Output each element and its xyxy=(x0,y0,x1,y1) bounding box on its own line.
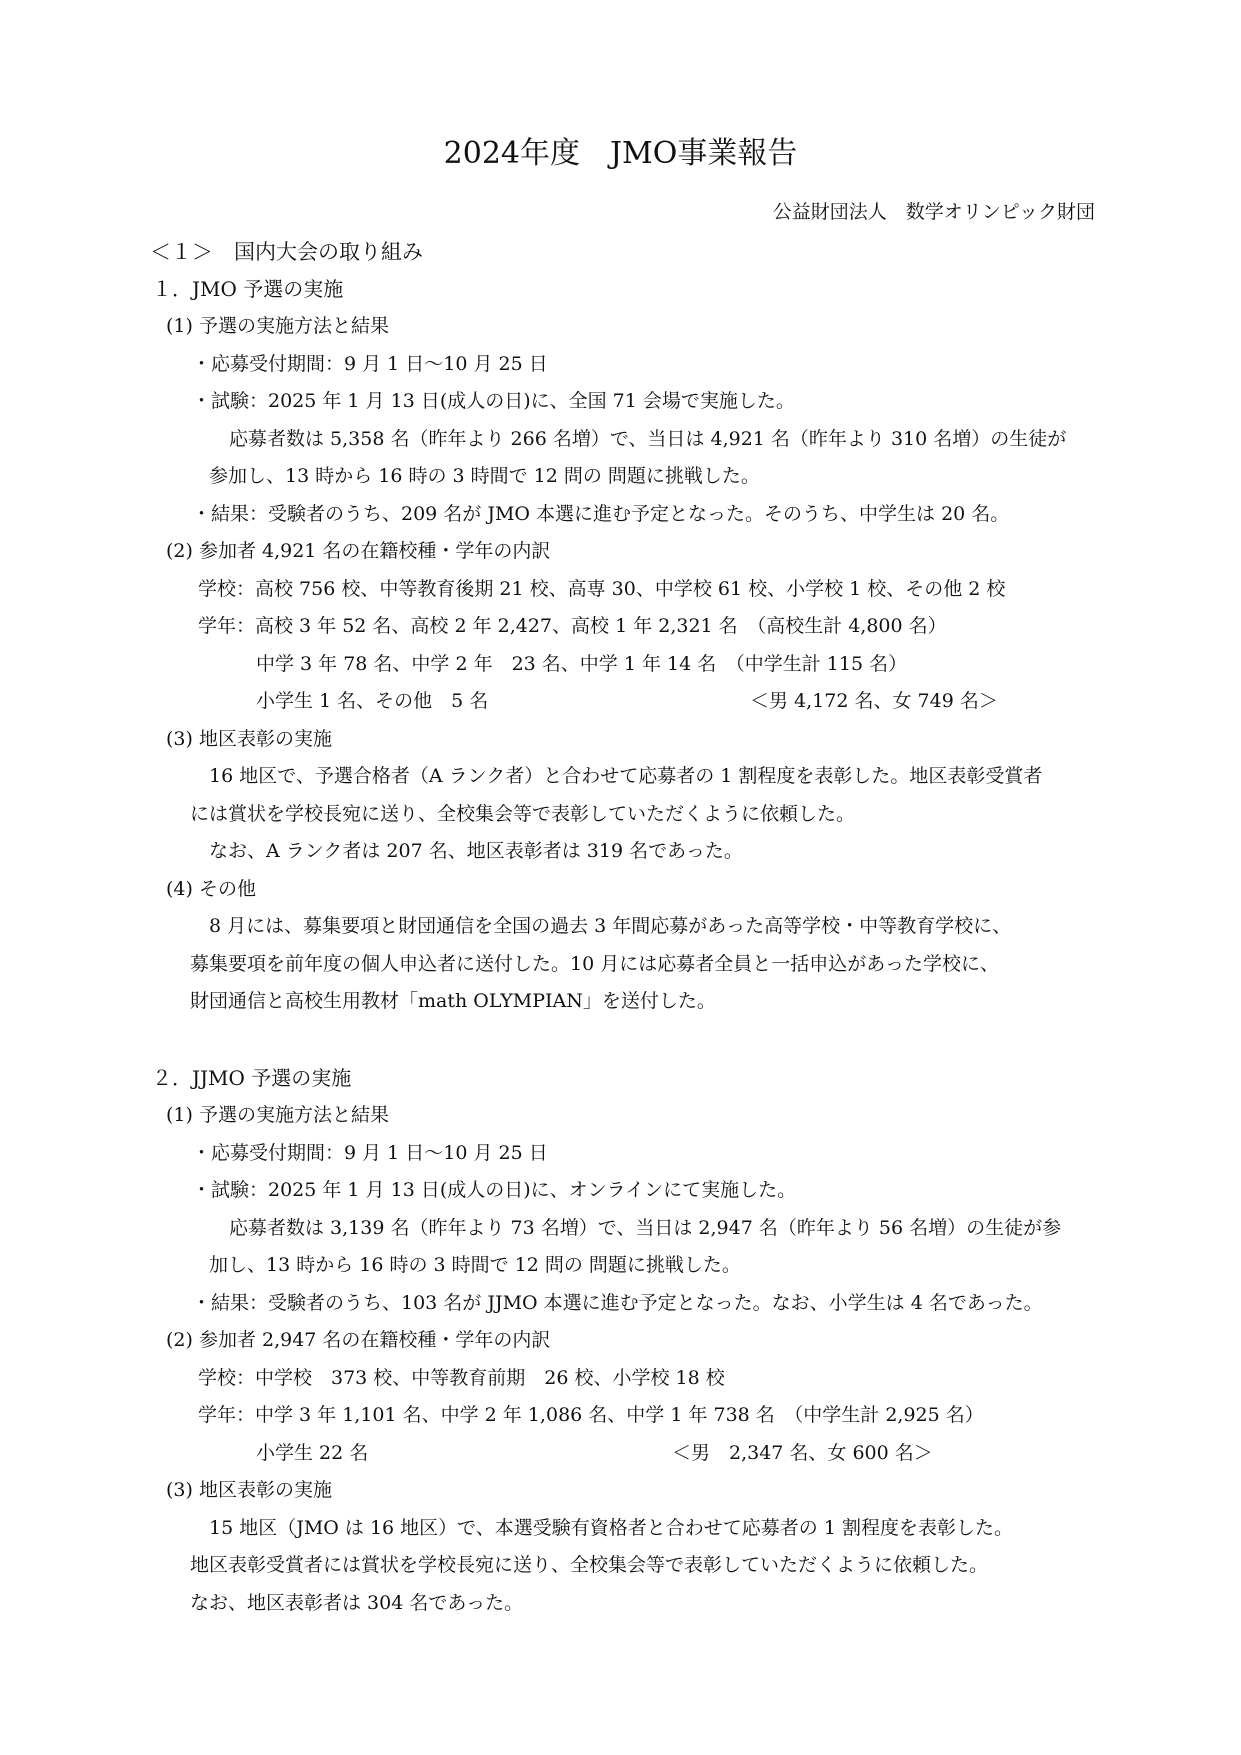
section-2-heading: ２．JJMO 予選の実施 xyxy=(152,1066,352,1090)
s1-gender-breakdown: ＜男 4,172 名、女 749 名＞ xyxy=(750,690,998,712)
s2-award-line-1: 15 地区（JMO は 16 地区）で、本選受験有資格者と合わせて応募者の 1 割程度を表彰した。 xyxy=(209,1517,1013,1539)
s1-award-line-3: なお、A ランク者は 207 名、地区表彰者は 319 名であった。 xyxy=(209,840,743,862)
s2-applicants-line-2: 加し、13 時から 16 時の 3 時間で 12 問の 問題に挑戦した。 xyxy=(209,1254,741,1276)
s2-award-line-3: なお、地区表彰者は 304 名であった。 xyxy=(190,1592,524,1614)
s1-subsection-4-heading: (4) その他 xyxy=(166,878,256,900)
chapter-heading: ＜１＞ 国内大会の取り組み xyxy=(150,240,423,264)
s1-award-line-2: には賞状を学校長宛に送り、全校集会等で表彰していただくように依頼した。 xyxy=(190,803,856,825)
s2-applicants-line-1: 応募者数は 3,139 名（昨年より 73 名増）で、当日は 2,947 名（昨年より 56 名増）の生徒が参 xyxy=(229,1217,1062,1239)
s1-grade-breakdown-1: 学年：高校 3 年 52 名、高校 2 年 2,427、高校 1 年 2,321 名 （高校生計 4,800 名） xyxy=(198,615,947,637)
s2-grade-breakdown-2: 小学生 22 名 xyxy=(256,1442,369,1464)
s1-subsection-3-heading: (3) 地区表彰の実施 xyxy=(166,728,332,750)
s1-school-breakdown: 学校：高校 756 校、中等教育後期 21 校、高専 30、中学校 61 校、小学校 1 校、その他 2 校 xyxy=(198,578,1006,600)
s1-application-period: ・応募受付期間：9 月 1 日～10 月 25 日 xyxy=(192,353,548,375)
s2-exam-date: ・試験：2025 年 1 月 13 日(成人の日)に、オンラインにて実施した。 xyxy=(192,1179,797,1201)
s2-application-period: ・応募受付期間：9 月 1 日～10 月 25 日 xyxy=(192,1142,548,1164)
s1-applicants-line-1: 応募者数は 5,358 名（昨年より 266 名増）で、当日は 4,921 名（昨年より 310 名増）の生徒が xyxy=(229,428,1067,450)
s2-result: ・結果：受験者のうち、103 名が JJMO 本選に進む予定となった。なお、小学生は 4 名であった。 xyxy=(192,1292,1043,1314)
s1-subsection-2-heading: (2) 参加者 4,921 名の在籍校種・学年の内訳 xyxy=(166,540,551,562)
s2-subsection-1-heading: (1) 予選の実施方法と結果 xyxy=(166,1104,389,1126)
organization-name: 公益財団法人 数学オリンピック財団 xyxy=(772,201,1095,223)
s1-other-line-3: 財団通信と高校生用教材「math OLYMPIAN」を送付した。 xyxy=(190,990,716,1012)
s2-subsection-2-heading: (2) 参加者 2,947 名の在籍校種・学年の内訳 xyxy=(166,1329,551,1351)
s2-award-line-2: 地区表彰受賞者には賞状を学校長宛に送り、全校集会等で表彰していただくように依頼した。 xyxy=(190,1554,989,1576)
section-1-heading: １．JMO 予選の実施 xyxy=(152,277,344,301)
s2-school-breakdown: 学校：中学校 373 校、中等教育前期 26 校、小学校 18 校 xyxy=(198,1367,725,1389)
s1-subsection-1-heading: (1) 予選の実施方法と結果 xyxy=(166,315,389,337)
s1-grade-breakdown-2: 中学 3 年 78 名、中学 2 年 23 名、中学 1 年 14 名 （中学生計 115 名） xyxy=(256,653,908,675)
s2-subsection-3-heading: (3) 地区表彰の実施 xyxy=(166,1479,332,1501)
s1-result: ・結果：受験者のうち、209 名が JMO 本選に進む予定となった。そのうち、中学生は 20 名。 xyxy=(192,503,1010,525)
s1-grade-breakdown-3: 小学生 1 名、その他 5 名 xyxy=(256,690,489,712)
s1-other-line-2: 募集要項を前年度の個人申込者に送付した。10 月には応募者全員と一括申込があった学校に、 xyxy=(190,953,1000,975)
s1-applicants-line-2: 参加し、13 時から 16 時の 3 時間で 12 問の 問題に挑戦した。 xyxy=(209,465,760,487)
document-title: 2024年度 JMO事業報告 xyxy=(443,136,798,171)
s1-award-line-1: 16 地区で、予選合格者（A ランク者）と合わせて応募者の 1 割程度を表彰した。地区表彰受賞者 xyxy=(209,765,1043,787)
s2-grade-breakdown-1: 学年：中学 3 年 1,101 名、中学 2 年 1,086 名、中学 1 年 738 名 （中学生計 2,925 名） xyxy=(198,1404,984,1426)
s2-gender-breakdown: ＜男 2,347 名、女 600 名＞ xyxy=(672,1442,933,1464)
s1-exam-date: ・試験：2025 年 1 月 13 日(成人の日)に、全国 71 会場で実施した。 xyxy=(192,390,795,412)
s1-other-line-1: 8 月には、募集要項と財団通信を全国の過去 3 年間応募があった高等学校・中等教育学校に、 xyxy=(209,915,1012,937)
